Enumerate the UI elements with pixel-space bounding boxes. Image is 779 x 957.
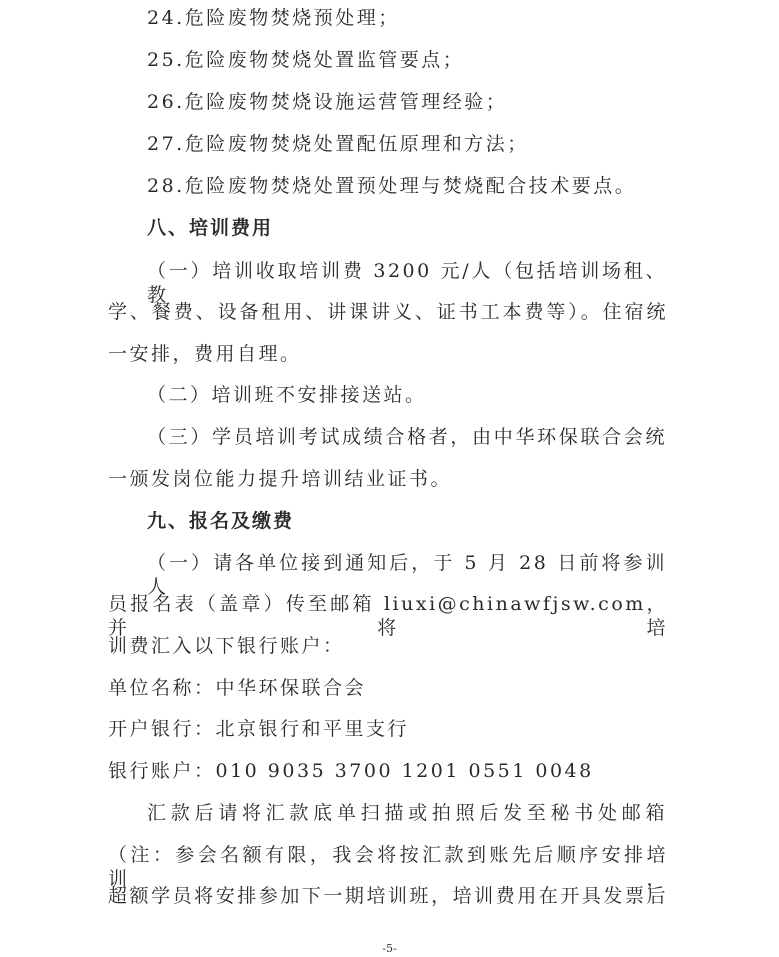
bank-name-line: 开户银行：北京银行和平里支行	[108, 718, 410, 740]
list-item-27: 27.危险废物焚烧处置配伍原理和方法；	[147, 133, 529, 155]
paragraph-line: 训费汇入以下银行账户：	[108, 635, 345, 657]
paragraph-line: 汇款后请将汇款底单扫描或拍照后发至秘书处邮箱	[147, 802, 667, 824]
paragraph-line: 一安排，费用自理。	[108, 343, 302, 365]
account-number-line: 银行账户：010 9035 3700 1201 0551 0048	[108, 760, 594, 782]
account-name-line: 单位名称：中华环保联合会	[108, 677, 367, 699]
list-item-26: 26.危险废物焚烧设施运营管理经验；	[147, 91, 508, 113]
paragraph-line: （一）请各单位接到通知后，于 5 月 28 日前将参训人	[147, 552, 667, 598]
list-item-24: 24.危险废物焚烧预处理；	[147, 7, 400, 29]
page-number: -5-	[382, 942, 397, 955]
paragraph-line: 一颁发岗位能力提升培训结业证书。	[108, 468, 453, 490]
section-heading-fees: 八、培训费用	[147, 217, 274, 239]
section-heading-registration: 九、报名及缴费	[147, 510, 295, 532]
paragraph-line: （一）培训收取培训费 3200 元/人（包括培训场租、教	[147, 260, 667, 306]
list-item-28: 28.危险废物焚烧处置预处理与焚烧配合技术要点。	[147, 175, 637, 197]
list-item-25: 25.危险废物焚烧处置监管要点；	[147, 49, 465, 71]
paragraph-line: （二）培训班不安排接送站。	[147, 384, 427, 406]
paragraph-line: （注：参会名额有限，我会将按汇款到账先后顺序安排培训，	[108, 844, 668, 890]
paragraph-line: 员报名表（盖章）传至邮箱 liuxi@chinawfjsw.com，并将培	[108, 593, 668, 639]
paragraph-line: （三）学员培训考试成绩合格者，由中华环保联合会统	[147, 426, 667, 448]
paragraph-line: 学、餐费、设备租用、讲课讲义、证书工本费等）。住宿统	[108, 301, 668, 323]
paragraph-line: 超额学员将安排参加下一期培训班，培训费用在开具发票后	[108, 885, 668, 907]
